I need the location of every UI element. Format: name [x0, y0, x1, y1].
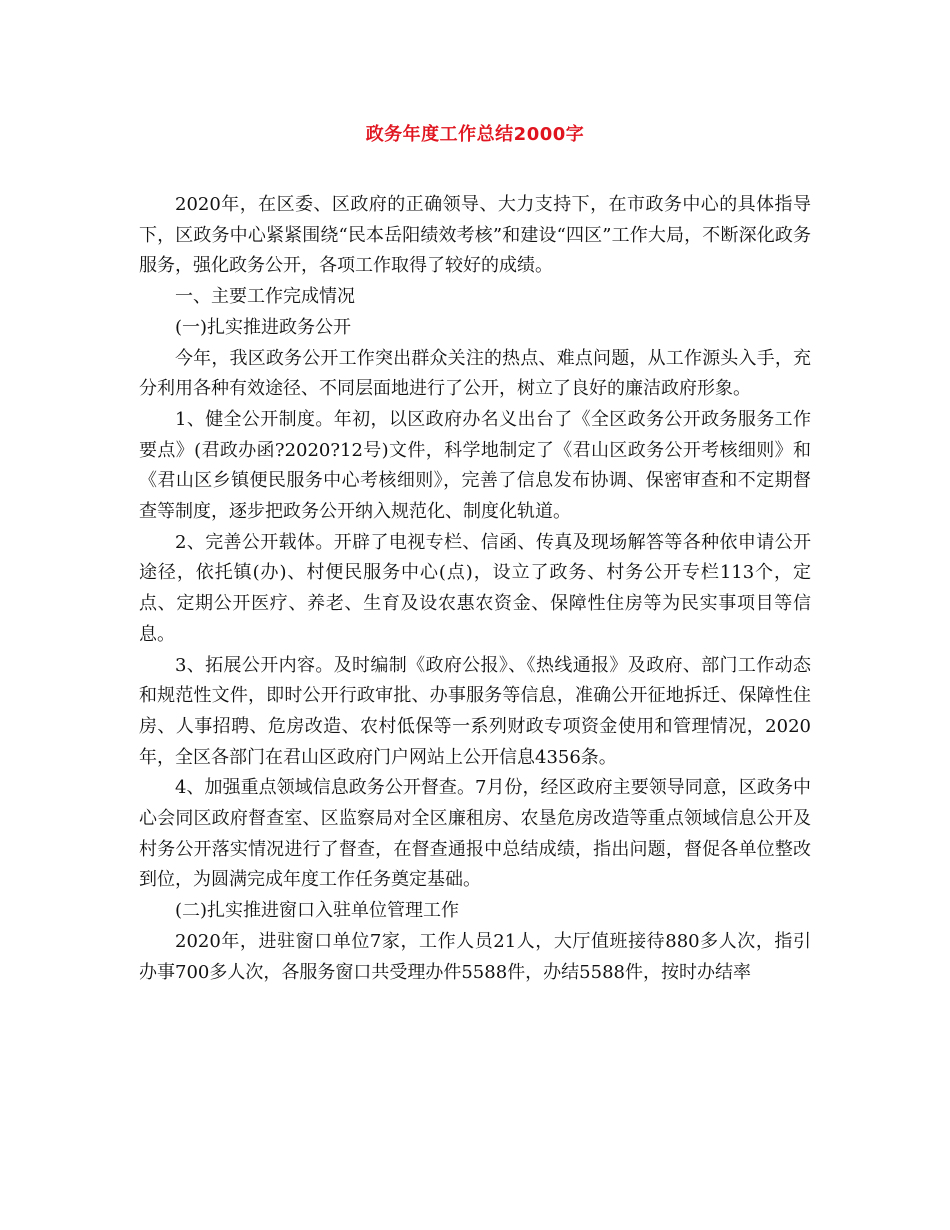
paragraph-publicity-overview: 今年，我区政务公开工作突出群众关注的热点、难点问题，从工作源头入手，充分利用各种有效途径、不同层面地进行了公开，树立了良好的廉洁政府形象。: [139, 347, 811, 400]
paragraph-item-2: 2、完善公开载体。开辟了电视专栏、信函、传真及现场解答等各种依申请公开途径，依托镇(办)、村便民服务中心(点)，设立了政务、村务公开专栏113个，定点、定期公开医疗、养老、生育及设农惠农资金、保障性住房等为民实事项目等信息。: [139, 531, 811, 645]
subsection-heading-window-management: (二)扎实推进窗口入驻单位管理工作: [175, 900, 460, 922]
paragraph-item-4: 4、加强重点领域信息政务公开督查。7月份，经区政府主要领导同意，区政务中心会同区政府督查室、区监察局对全区廉租房、农垦危房改造等重点领域信息公开及村务公开落实情况进行了督查，在督查通报中总结成绩，指出问题，督促各单位整改到位，为圆满完成年度工作任务奠定基础。: [139, 777, 811, 891]
paragraph-window-stats: 2020年，进驻窗口单位7家，工作人员21人，大厅值班接待880多人次，指引办事700多人次，各服务窗口共受理办件5588件，办结5588件，按时办结率: [139, 930, 811, 983]
document-body: [139, 190, 811, 988]
section-heading-main-work: 一、主要工作完成情况: [175, 286, 355, 308]
subsection-heading-government-affairs-publicity: (一)扎实推进政务公开: [175, 316, 352, 338]
paragraph-item-3: 3、拓展公开内容。及时编制《政府公报》、《热线通报》及政府、部门工作动态和规范性文件，即时公开行政审批、办事服务等信息，准确公开征地拆迁、保障性住房、人事招聘、危房改造、农村低保等一系列财政专项资金使用和管理情况，2020年，全区各部门在君山区政府门户网站上公开信息4356条。: [139, 654, 811, 768]
document-title: 政务年度工作总结2000字: [365, 124, 585, 145]
paragraph-item-1: 1、健全公开制度。年初，以区政府办名义出台了《全区政务公开政务服务工作要点》(君政办函?2020?12号)文件，科学地制定了《君山区政务公开考核细则》和《君山区乡镇便民服务中心考核细则》，完善了信息发布协调、保密审查和不定期督查等制度，逐步把政务公开纳入规范化、制度化轨道。: [139, 408, 811, 523]
paragraph-intro: 2020年，在区委、区政府的正确领导、大力支持下，在市政务中心的具体指导下，区政务中心紧紧围绕“民本岳阳绩效考核”和建设“四区”工作大局，不断深化政务服务，强化政务公开，各项工作取得了较好的成绩。: [139, 194, 811, 277]
